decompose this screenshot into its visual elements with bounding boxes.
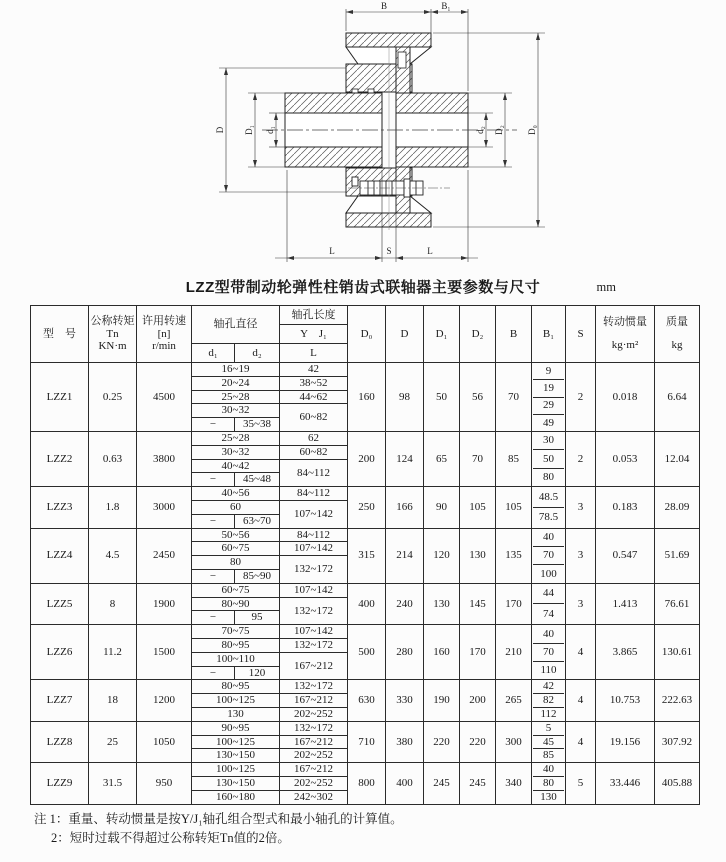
b1-stack	[533, 363, 564, 431]
table-cell: 280	[386, 625, 424, 680]
table-cell: 84~112	[280, 528, 348, 542]
col-header-d2: d₂	[235, 344, 280, 363]
note-2-text: 2：短时过载不得超过公称转矩Tn值的2倍。	[51, 831, 290, 846]
table-cell: 65	[424, 432, 460, 487]
dim-label-d2: d₂	[475, 126, 485, 134]
notes	[34, 810, 694, 849]
table-cell: 8	[89, 583, 137, 624]
table-cell: 130	[192, 707, 280, 721]
col-header-d1: d₁	[192, 344, 235, 363]
mass-unit: kg	[671, 339, 683, 351]
table-cell: 1.8	[89, 487, 137, 528]
drum-web-top	[346, 47, 431, 64]
b1-stack	[533, 763, 564, 803]
table-cell: 95	[235, 611, 280, 625]
speed-unit: r/min	[152, 340, 176, 353]
table-cell: 0.547	[596, 528, 655, 583]
table-cell: 4	[566, 625, 596, 680]
table-cell: 202~252	[280, 707, 348, 721]
table-cell: 145	[460, 583, 496, 624]
table-cell: 100~125	[192, 694, 280, 708]
table-cell: 1900	[137, 583, 192, 624]
b1-stack	[533, 625, 564, 679]
dim-label-S: S	[386, 246, 392, 256]
table-cell: 400	[348, 583, 386, 624]
table-cell	[532, 432, 566, 487]
table-cell: 40~42	[192, 459, 280, 473]
table-cell: 135	[496, 528, 532, 583]
table-cell: 70	[496, 363, 532, 432]
model-cell: LZZ4	[31, 528, 89, 583]
dim-label-D1: D₁	[244, 125, 254, 135]
table-cell: 3	[566, 487, 596, 528]
table-cell: 4.5	[89, 528, 137, 583]
table-cell: 98	[386, 363, 424, 432]
dim-label-d1: d₁	[265, 126, 275, 134]
table-cell: 107~142	[280, 500, 348, 528]
table-cell: 124	[386, 432, 424, 487]
table-cell: 130~150	[192, 749, 280, 763]
table-cell: 800	[348, 763, 386, 804]
b1-sub-cell: 29	[533, 397, 564, 414]
table-cell: 130~150	[192, 776, 280, 790]
table-cell: 250	[348, 487, 386, 528]
table-cell: 4	[566, 721, 596, 762]
table-cell: 307.92	[655, 721, 700, 762]
table-cell: 60~75	[192, 583, 280, 597]
brake-drum-bottom-rim	[346, 213, 431, 227]
table-cell: 160~180	[192, 790, 280, 804]
speed-symbol: [n]	[157, 327, 171, 340]
table-cell: 50	[424, 363, 460, 432]
table-cell: 242~302	[280, 790, 348, 804]
table-cell	[532, 763, 566, 804]
spec-table	[30, 305, 700, 805]
table-cell: 100~110	[192, 652, 280, 666]
table-cell: 315	[348, 528, 386, 583]
speed-name: 许用转速	[142, 315, 186, 328]
mass-name: 质量	[666, 316, 688, 329]
b1-sub-cell: 30	[543, 434, 554, 447]
dim-label-L-left: L	[329, 246, 335, 256]
b1-sub-cell: 49	[533, 414, 564, 431]
table-cell: 107~142	[280, 625, 348, 639]
table-cell: 130.61	[655, 625, 700, 680]
table-cell: 130	[460, 528, 496, 583]
col-header-YJ1: Y J₁	[280, 325, 348, 344]
drawing-area	[0, 0, 726, 272]
table-cell: 214	[386, 528, 424, 583]
table-cell: 630	[348, 680, 386, 721]
table-cell	[532, 363, 566, 432]
spec-table-header	[31, 306, 700, 363]
table-cell: 18	[89, 680, 137, 721]
table-cell: 84~112	[280, 459, 348, 487]
table-cell: 70~75	[192, 625, 280, 639]
table-cell: 132~172	[280, 556, 348, 584]
table-cell: 84~112	[280, 487, 348, 501]
dim-label-L-right: L	[427, 246, 433, 256]
b1-sub-cell: 70	[533, 643, 564, 661]
spec-table-body	[31, 363, 700, 805]
table-cell: 240	[386, 583, 424, 624]
upper-pin	[398, 52, 406, 68]
dim-label-D2: D₂	[494, 125, 504, 135]
table-cell: 90~95	[192, 721, 280, 735]
table-cell: −	[192, 569, 235, 583]
table-cell: 70	[460, 432, 496, 487]
pin-stop	[352, 177, 358, 186]
table-cell: 340	[496, 763, 532, 804]
table-cell: 50~56	[192, 528, 280, 542]
table-cell: 220	[460, 721, 496, 762]
brake-drum-top-rim	[346, 33, 431, 47]
b1-sub-cell: 82	[533, 693, 564, 707]
table-cell: 20~24	[192, 376, 280, 390]
b1-sub-cell: 130	[533, 790, 564, 804]
b1-sub-cell: 45	[533, 735, 564, 749]
col-header-D0: D₀	[348, 306, 386, 363]
table-cell: 5	[566, 763, 596, 804]
dim-label-D: D	[215, 126, 225, 134]
table-cell: 42	[280, 363, 348, 377]
table-cell: 120	[235, 666, 280, 680]
note-label: 注	[34, 812, 47, 826]
table-cell: 120	[424, 528, 460, 583]
table-cell: 107~142	[280, 583, 348, 597]
table-cell: 90	[424, 487, 460, 528]
table-cell: 25~28	[192, 432, 280, 446]
col-header-bore-length: 轴孔长度	[280, 306, 348, 325]
table-cell: 60	[192, 500, 280, 514]
table-cell: 0.63	[89, 432, 137, 487]
table-cell: 170	[460, 625, 496, 680]
b1-sub-cell: 40	[543, 530, 554, 543]
b1-sub-cell: 80	[533, 776, 564, 790]
table-cell: 10.753	[596, 680, 655, 721]
table-cell: 85~90	[235, 569, 280, 583]
table-cell: 80	[192, 556, 280, 570]
table-cell: 60~82	[280, 404, 348, 432]
table-cell: 35~38	[235, 418, 280, 432]
table-cell: 1.413	[596, 583, 655, 624]
table-cell: 19.156	[596, 721, 655, 762]
table-cell: 132~172	[280, 680, 348, 694]
table-cell: 190	[424, 680, 460, 721]
b1-sub-cell: 40	[543, 627, 554, 640]
table-cell: 170	[496, 583, 532, 624]
table-cell: −	[192, 418, 235, 432]
b1-stack	[533, 487, 564, 527]
table-cell: 210	[496, 625, 532, 680]
col-header-inertia	[596, 306, 655, 363]
title-row	[0, 276, 726, 300]
table-cell: 202~252	[280, 776, 348, 790]
torque-symbol: Tn	[106, 327, 119, 340]
table-cell: 222.63	[655, 680, 700, 721]
note-line-1	[34, 810, 694, 829]
b1-sub-cell: 100	[533, 564, 564, 582]
table-cell: 31.5	[89, 763, 137, 804]
table-cell: 60~75	[192, 542, 280, 556]
table-cell: 2450	[137, 528, 192, 583]
table-cell: −	[192, 514, 235, 528]
table-cell: 0.053	[596, 432, 655, 487]
table-cell: 4500	[137, 363, 192, 432]
table-cell: 3800	[137, 432, 192, 487]
table-cell: 85	[496, 432, 532, 487]
page-title: LZZ型带制动轮弹性柱销齿式联轴器主要参数与尺寸	[185, 279, 541, 296]
model-cell: LZZ3	[31, 487, 89, 528]
table-cell: 200	[348, 432, 386, 487]
model-cell: LZZ8	[31, 721, 89, 762]
right-hub-top-band	[396, 93, 468, 113]
b1-sub-cell: 78.5	[533, 507, 564, 528]
dim-label-B: B	[380, 1, 388, 11]
col-header-B: B	[496, 306, 532, 363]
b1-sub-cell: 110	[533, 661, 564, 679]
right-hub-bottom-band	[396, 147, 468, 167]
table-cell	[532, 625, 566, 680]
unit-label: mm	[596, 280, 616, 294]
table-cell: 245	[424, 763, 460, 804]
table-cell: 105	[496, 487, 532, 528]
col-header-D2: D₂	[460, 306, 496, 363]
b1-sub-cell: 44	[543, 587, 554, 600]
dim-label-B1: B₁	[441, 1, 451, 11]
note-1-text: 1：重量、转动惯量是按Y/J₁轴孔组合型式和最小轴孔的计算值。	[49, 812, 403, 826]
b1-sub-cell: 85	[533, 748, 564, 762]
table-cell: 12.04	[655, 432, 700, 487]
coupling-drawing	[0, 0, 726, 272]
b1-sub-cell: 9	[545, 364, 552, 377]
b1-sub-cell: 48.5	[538, 490, 559, 503]
table-cell: 51.69	[655, 528, 700, 583]
table-cell: −	[192, 611, 235, 625]
table-cell: 11.2	[89, 625, 137, 680]
b1-sub-cell: 74	[533, 603, 564, 624]
table-cell: 80~95	[192, 680, 280, 694]
table-cell: 400	[386, 763, 424, 804]
table-cell: 200	[460, 680, 496, 721]
table-cell	[532, 583, 566, 624]
left-hub-bottom-band	[285, 147, 382, 167]
table-cell	[532, 487, 566, 528]
table-cell: 56	[460, 363, 496, 432]
table-cell: 6.64	[655, 363, 700, 432]
table-cell: 160	[348, 363, 386, 432]
table-cell: 80~90	[192, 597, 280, 611]
model-cell: LZZ1	[31, 363, 89, 432]
table-cell: 1050	[137, 721, 192, 762]
table-cell: 60~82	[280, 445, 348, 459]
model-cell: LZZ6	[31, 625, 89, 680]
table-cell: 4	[566, 680, 596, 721]
table-cell: 44~62	[280, 390, 348, 404]
table-cell: 167~212	[280, 763, 348, 777]
b1-stack	[533, 722, 564, 762]
note-line-2	[34, 829, 694, 848]
table-cell: 245	[460, 763, 496, 804]
table-cell: 132~172	[280, 721, 348, 735]
table-cell: 76.61	[655, 583, 700, 624]
table-cell: 202~252	[280, 749, 348, 763]
table-cell: 25~28	[192, 390, 280, 404]
table-cell: 45~48	[235, 473, 280, 487]
b1-sub-cell: 112	[533, 707, 564, 721]
table-cell: 3.865	[596, 625, 655, 680]
table-cell: 25	[89, 721, 137, 762]
table-cell: 63~70	[235, 514, 280, 528]
table-cell: 107~142	[280, 542, 348, 556]
torque-unit: KN·m	[98, 340, 127, 353]
table-cell	[532, 680, 566, 721]
dim-label-D0: D₀	[527, 125, 537, 135]
b1-sub-cell: 19	[533, 379, 564, 396]
table-cell: 40~56	[192, 487, 280, 501]
col-header-L: L	[280, 344, 348, 363]
inertia-name: 转动惯量	[603, 316, 647, 329]
table-cell: 166	[386, 487, 424, 528]
table-cell: 2	[566, 363, 596, 432]
table-cell: 3000	[137, 487, 192, 528]
torque-name: 公称转矩	[90, 315, 135, 328]
table-cell: 167~212	[280, 735, 348, 749]
col-header-S: S	[566, 306, 596, 363]
col-header-mass	[655, 306, 700, 363]
model-cell: LZZ9	[31, 763, 89, 804]
model-cell: LZZ7	[31, 680, 89, 721]
table-cell: 330	[386, 680, 424, 721]
table-cell: 950	[137, 763, 192, 804]
b1-sub-cell: 80	[533, 468, 564, 486]
table-cell: 500	[348, 625, 386, 680]
table-cell: 160	[424, 625, 460, 680]
table-cell: 62	[280, 432, 348, 446]
table-cell: 38~52	[280, 376, 348, 390]
table-cell: −	[192, 473, 235, 487]
col-header-D1: D₁	[424, 306, 460, 363]
left-hub-top-band	[285, 93, 382, 113]
table-cell: 3	[566, 583, 596, 624]
col-header-model: 型 号	[31, 306, 89, 363]
table-cell	[532, 721, 566, 762]
table-cell: 380	[386, 721, 424, 762]
table-cell: 16~19	[192, 363, 280, 377]
table-cell: 130	[424, 583, 460, 624]
table-cell: 100~125	[192, 763, 280, 777]
table-cell: −	[192, 666, 235, 680]
table-cell: 0.018	[596, 363, 655, 432]
b1-sub-cell: 40	[543, 763, 554, 776]
table-cell: 1500	[137, 625, 192, 680]
col-header-D: D	[386, 306, 424, 363]
col-header-torque	[89, 306, 137, 363]
model-cell: LZZ5	[31, 583, 89, 624]
table-cell: 80~95	[192, 638, 280, 652]
table-cell: 1200	[137, 680, 192, 721]
table-cell	[532, 528, 566, 583]
b1-sub-cell: 5	[545, 721, 552, 734]
table-cell: 220	[424, 721, 460, 762]
table-cell: 2	[566, 432, 596, 487]
b1-stack	[533, 432, 564, 486]
table-cell: 30~32	[192, 445, 280, 459]
table-cell: 30~32	[192, 404, 280, 418]
col-header-B1: B₁	[532, 306, 566, 363]
b1-sub-cell: 70	[533, 546, 564, 564]
col-header-speed	[137, 306, 192, 363]
b1-sub-cell: 42	[543, 680, 554, 693]
table-cell: 265	[496, 680, 532, 721]
table-cell: 710	[348, 721, 386, 762]
table-cell: 105	[460, 487, 496, 528]
table-cell: 300	[496, 721, 532, 762]
table-cell: 167~212	[280, 652, 348, 680]
table-cell: 33.446	[596, 763, 655, 804]
model-cell: LZZ2	[31, 432, 89, 487]
table-cell: 100~125	[192, 735, 280, 749]
inertia-unit: kg·m²	[611, 339, 639, 351]
drum-web-bottom	[346, 196, 431, 213]
b1-stack	[533, 529, 564, 583]
table-cell: 167~212	[280, 694, 348, 708]
b1-sub-cell: 50	[533, 449, 564, 467]
table-cell: 0.25	[89, 363, 137, 432]
table-cell: 28.09	[655, 487, 700, 528]
b1-stack	[533, 584, 564, 624]
table-cell: 0.183	[596, 487, 655, 528]
table-cell: 132~172	[280, 597, 348, 625]
table-cell: 405.88	[655, 763, 700, 804]
table-cell: 3	[566, 528, 596, 583]
col-header-bore-diameter: 轴孔直径	[192, 306, 280, 344]
table-cell: 132~172	[280, 638, 348, 652]
b1-stack	[533, 680, 564, 720]
